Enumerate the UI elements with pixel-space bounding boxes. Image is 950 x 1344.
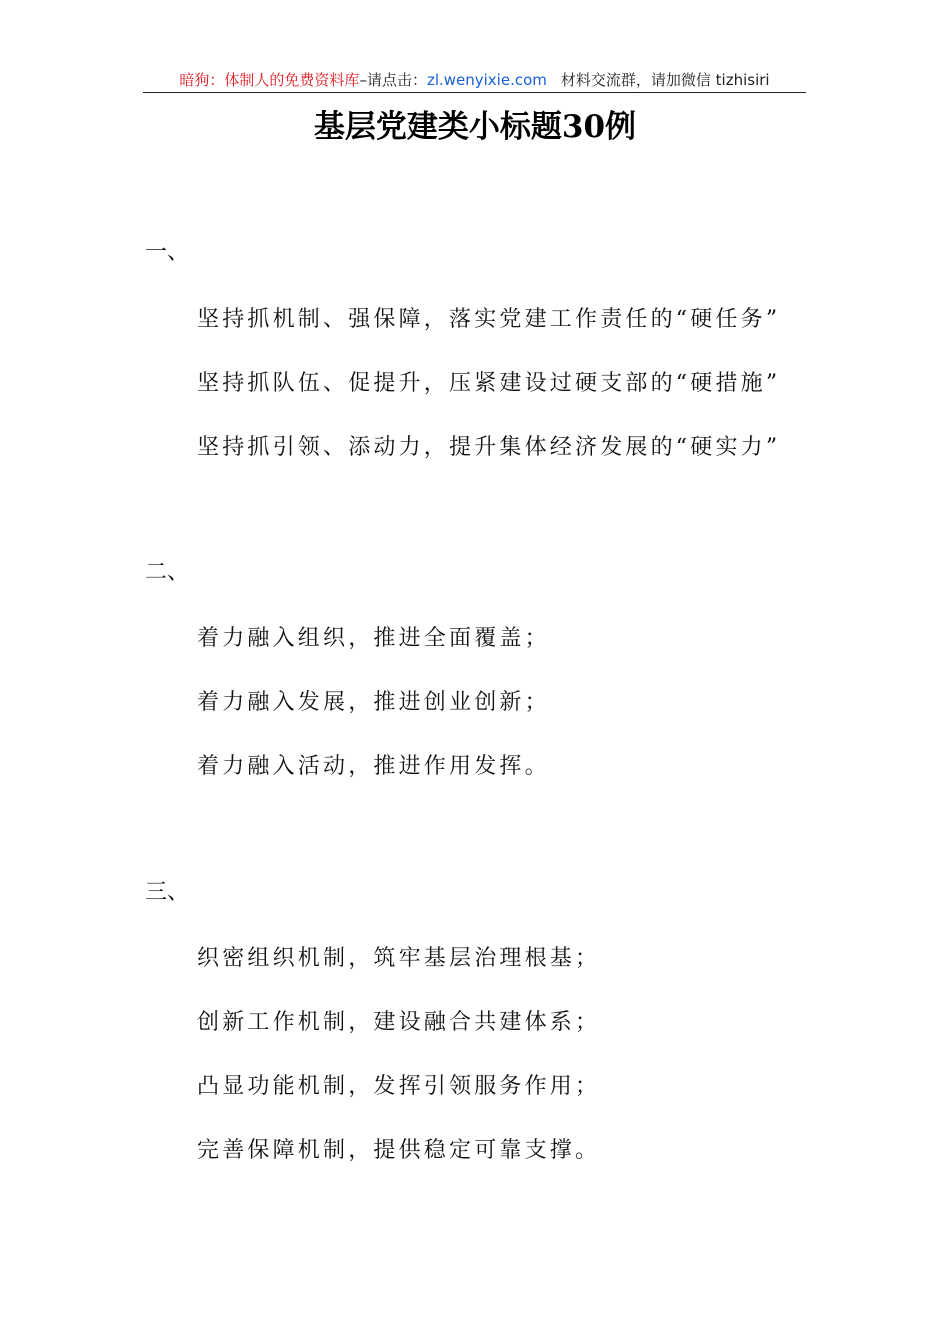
section-1-line-3: 坚持抓引领、添动力，提升集体经济发展的“硬实力” [197,435,781,460]
section-3-line-3: 凸显功能机制，发挥引领服务作用； [197,1074,601,1099]
section-number-2: 二、 [145,560,190,585]
header-brand: 暗狗：体制人的免费资料库 [179,71,360,89]
section-3-line-2: 创新工作机制，建设融合共建体系； [197,1010,601,1035]
section-1-line-2: 坚持抓队伍、促提升，压紧建设过硬支部的“硬措施” [197,371,781,396]
page-header [143,70,806,93]
section-3-line-4: 完善保障机制，提供稳定可靠支撑。 [197,1138,601,1163]
section-number-1: 一、 [145,240,190,265]
section-2-line-1: 着力融入组织，推进全面覆盖； [197,626,550,651]
header-url-link[interactable]: zl.wenyixie.com [426,71,547,89]
header-prompt: –请点击： [359,71,427,89]
section-3-line-1: 织密组织机制，筑牢基层治理根基； [197,946,601,971]
section-2-line-2: 着力融入发展，推进创业创新； [197,690,550,715]
section-number-3: 三、 [145,880,190,905]
page-title: 基层党建类小标题30例 [313,109,637,145]
header-contact: 材料交流群，请加微信 tizhisiri [560,71,770,89]
section-1-line-1: 坚持抓机制、强保障，落实党建工作责任的“硬任务” [197,307,781,332]
section-2-line-3: 着力融入活动，推进作用发挥。 [197,754,550,779]
